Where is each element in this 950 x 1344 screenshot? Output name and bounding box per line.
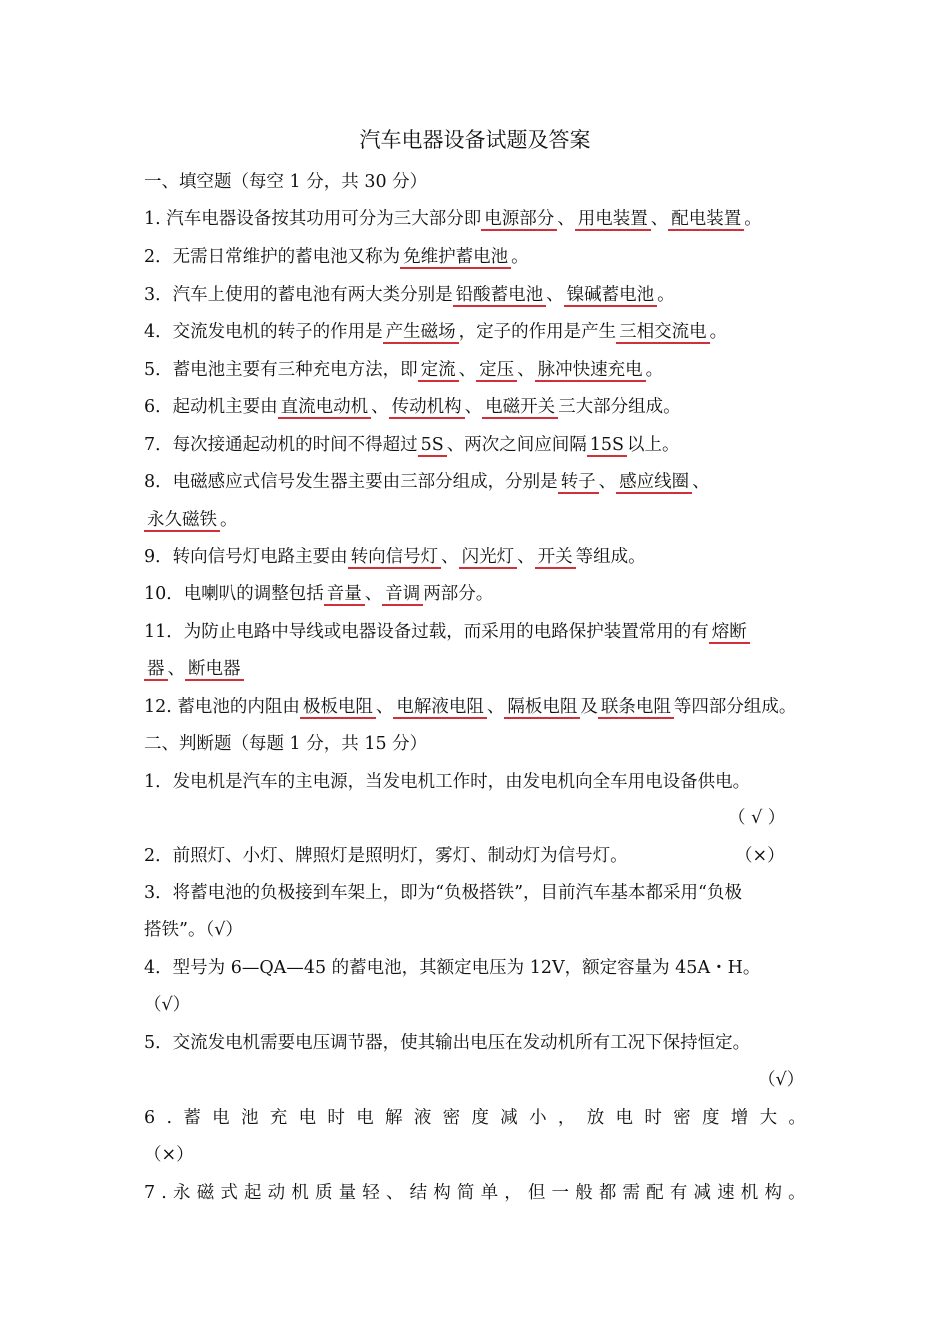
answer: 音调 (382, 584, 423, 606)
justified-char: ， (557, 1108, 576, 1128)
answer: 产生磁场 (383, 322, 459, 344)
question-6: 6．起动机主要由 直流电动机 、 传动机构 、 电磁开关 三大部分组成。 (144, 397, 681, 417)
question-8: 8．电磁感应式信号发生器主要由三部分组成，分别是 转子 、 感应线圈 、 (144, 472, 710, 492)
answer: 极板电阻 (300, 697, 376, 719)
justified-char: 时 (644, 1108, 662, 1128)
answer: 电磁开关 (482, 397, 558, 419)
judge-6 (144, 1106, 806, 1130)
question-10: 10．电喇叭的调整包括 音量 、 音调 两部分。 (144, 584, 494, 604)
answer: 脉冲快速充电 (535, 360, 646, 382)
question-4: 4．交流发电机的转子的作用是 产生磁场 ，定子的作用是产生 三相交流电 。 (144, 322, 728, 342)
question-9: 9．转向信号灯电路主要由 转向信号灯 、 闪光灯 、 开关 等组成。 (144, 547, 646, 567)
answer: 15S (587, 435, 627, 457)
justified-char: 减 (500, 1108, 518, 1128)
answer: 转向信号灯 (348, 547, 442, 569)
justified-char: . (166, 1108, 173, 1128)
answer: 用电装置 (575, 209, 651, 231)
question-3: 3．汽车上使用的蓄电池有两大类分别是 铅酸蓄电池 、 镍碱蓄电池 。 (144, 285, 675, 305)
justified-char: 。 (788, 1183, 806, 1203)
justified-char: 电 (356, 1108, 374, 1128)
answer: 定压 (476, 360, 517, 382)
justified-char: 时 (327, 1108, 345, 1128)
justified-char: 质 (314, 1183, 333, 1203)
justified-char: 充 (269, 1108, 288, 1128)
justified-char: 需 (622, 1183, 640, 1203)
judge-6-mark: （×） (144, 1145, 194, 1165)
answer: 开关 (535, 547, 576, 569)
justified-char: 机 (740, 1183, 759, 1203)
justified-char: 一 (551, 1183, 570, 1203)
question-1: 1. 汽车电器设备按其功用可分为三大部分即 电源部分 、 用电装置 、 配电装置 。 (144, 209, 762, 229)
answer: 配电装置 (668, 209, 744, 231)
answer: 隔板电阻 (504, 697, 580, 719)
section-heading-fill: 一、填空题（每空 1 分，共 30 分） (144, 172, 428, 192)
justified-char: 增 (730, 1108, 749, 1128)
justified-char: 减 (693, 1183, 711, 1203)
justified-char: 。 (788, 1108, 806, 1128)
answer: 直流电动机 (278, 397, 372, 419)
answer: 断电器 (185, 659, 244, 681)
answer: 熔断 (709, 622, 750, 644)
answer: 闪光灯 (459, 547, 518, 569)
question-11: 11．为防止电路中导线或电器设备过载，而采用的电路保护装置常用的有 熔断 (144, 620, 750, 644)
justified-char: 池 (240, 1108, 259, 1128)
question-2: 2．无需日常维护的蓄电池又称为 免维护蓄电池 。 (144, 247, 529, 267)
justified-char: 解 (385, 1108, 403, 1128)
section-heading-judge: 二、判断题（每题 1 分，共 15 分） (144, 734, 428, 754)
question-7: 7．每次接通起动机的时间不得超过 5S 、两次之间应间隔 15S 以上。 (144, 435, 680, 455)
judge-1: 1．发电机是汽车的主电源，当发电机工作时，由发电机向全车用电设备供电。 (144, 772, 751, 792)
question-5: 5．蓄电池主要有三种充电方法，即 定流 、 定压 、 脉冲快速充电 。 (144, 360, 664, 380)
justified-char: 量 (338, 1183, 357, 1203)
answer: 铅酸蓄电池 (453, 285, 547, 307)
justified-char: 起 (244, 1183, 262, 1203)
justified-char: 构 (764, 1183, 782, 1203)
answer: 传动机构 (389, 397, 465, 419)
judge-2-mark: （×） (735, 846, 785, 866)
justified-char: 单 (480, 1183, 499, 1203)
answer: 定流 (418, 360, 459, 382)
justified-char: 度 (701, 1108, 720, 1128)
judge-4-line1: 4．型号为 6—QA—45 的蓄电池，其额定电压为 12V，额定容量为 45A・H。 (144, 958, 761, 978)
justified-char: 蓄 (183, 1108, 201, 1128)
justified-char: 但 (527, 1183, 546, 1203)
justified-char: 密 (673, 1108, 691, 1128)
judge-5-mark: （√） (758, 1070, 805, 1090)
justified-char: 有 (669, 1183, 688, 1203)
justified-char: 放 (586, 1108, 605, 1128)
justified-char: ， (504, 1183, 522, 1203)
justified-char: 轻 (362, 1183, 380, 1203)
answer: 永久磁铁 (144, 510, 220, 532)
judge-3-line1: 3．将蓄电池的负极接到车架上，即为“负极搭铁”，目前汽车基本都采用“负极 (144, 883, 742, 903)
answer: 器 (144, 659, 168, 681)
question-8-cont: 永久磁铁 。 (144, 508, 238, 532)
answer: 镍碱蓄电池 (564, 285, 658, 307)
judge-4-mark: （√） (144, 995, 191, 1015)
justified-char: 磁 (196, 1183, 215, 1203)
justified-char: 大 (759, 1108, 778, 1128)
judge-1-mark: （ √ ） (728, 808, 786, 828)
justified-char: 液 (413, 1108, 432, 1128)
answer: 感应线圈 (616, 472, 692, 494)
justified-char: 小 (529, 1108, 547, 1128)
justified-char: 6 (144, 1108, 156, 1128)
justified-char: 7 (144, 1183, 156, 1203)
justified-char: 机 (291, 1183, 309, 1203)
answer: 音量 (324, 584, 365, 606)
question-12: 12. 蓄电池的内阻由 极板电阻 、 电解液电阻 、 隔板电阻 及 联条电阻 等四部分组成。 (144, 697, 797, 717)
answer: 三相交流电 (616, 322, 710, 344)
question-11-cont: 器 、 断电器 (144, 657, 244, 681)
justified-char: 简 (456, 1183, 475, 1203)
answer: 免维护蓄电池 (400, 247, 511, 269)
justified-char: 配 (646, 1183, 664, 1203)
judge-7 (144, 1181, 806, 1205)
justified-char: 动 (267, 1183, 286, 1203)
answer: 电源部分 (481, 209, 557, 231)
justified-char: 密 (442, 1108, 461, 1128)
justified-char: 般 (575, 1183, 593, 1203)
page-title: 汽车电器设备试题及答案 (359, 128, 591, 152)
justified-char: 速 (717, 1183, 735, 1203)
answer: 转子 (558, 472, 599, 494)
judge-5: 5．交流发电机需要电压调节器，使其输出电压在发动机所有工况下保持恒定。 (144, 1033, 751, 1053)
justified-char: 电 (615, 1108, 634, 1128)
judge-3-line2: 搭铁”。（√） (144, 920, 243, 940)
justified-char: 电 (298, 1108, 317, 1128)
answer: 联条电阻 (598, 697, 674, 719)
justified-char: 永 (173, 1183, 191, 1203)
answer: 5S (418, 435, 447, 457)
justified-char: 都 (598, 1183, 617, 1203)
justified-char: 度 (471, 1108, 489, 1128)
justified-char: 结 (409, 1183, 428, 1203)
answer: 电解液电阻 (393, 697, 487, 719)
justified-char: 式 (220, 1183, 238, 1203)
judge-2: 2．前照灯、小灯、牌照灯是照明灯，雾灯、制动灯为信号灯。 (144, 846, 628, 866)
justified-char: . (161, 1183, 167, 1203)
justified-char: 构 (433, 1183, 451, 1203)
justified-char: 、 (385, 1183, 404, 1203)
justified-char: 电 (212, 1108, 230, 1128)
